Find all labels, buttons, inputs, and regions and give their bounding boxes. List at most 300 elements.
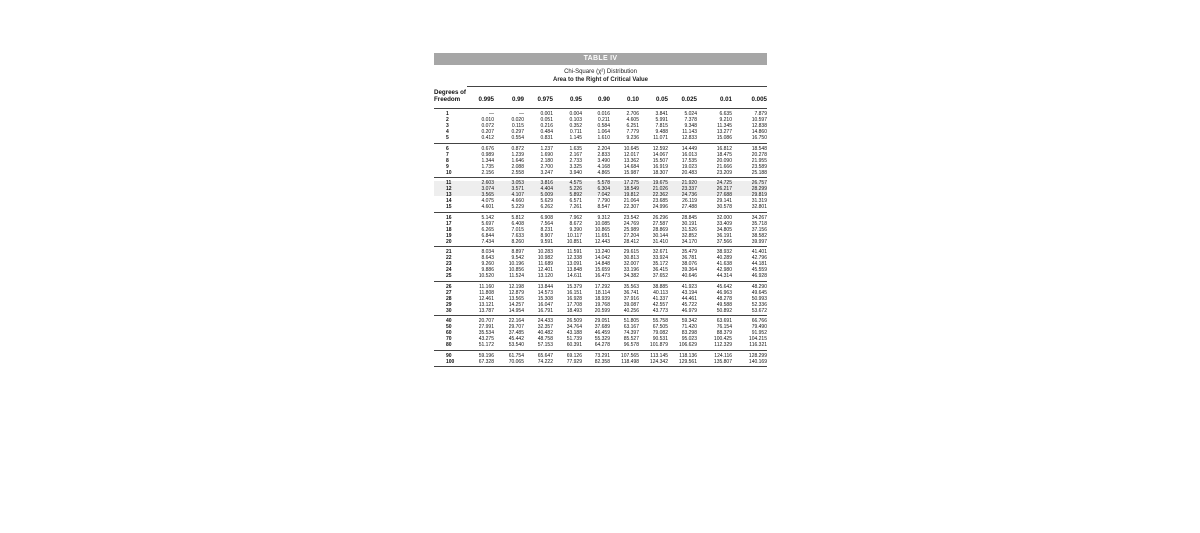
critical-value-cell: 18.939: [594, 295, 610, 302]
critical-value-cell: 24.996: [652, 204, 668, 211]
critical-value-cell: 0.352: [569, 123, 582, 130]
critical-value-cell: 79.082: [652, 330, 668, 337]
critical-value-cell: 44.314: [716, 273, 732, 280]
critical-value-cell: 13.844: [537, 283, 553, 290]
critical-value-cell: 11.689: [538, 261, 553, 268]
degrees-of-freedom-cell: 6: [446, 145, 449, 152]
critical-value-cell: 37.156: [751, 226, 767, 233]
critical-value-cell: 7.015: [511, 226, 524, 233]
column-header: 0.005: [751, 96, 767, 103]
critical-value-cell: 5.009: [540, 192, 553, 199]
critical-value-cell: 31.319: [751, 198, 767, 205]
critical-value-cell: 10.085: [594, 220, 610, 227]
critical-value-cell: 24.433: [537, 318, 553, 324]
table-row: [434, 359, 767, 365]
critical-value-cell: 40.256: [623, 307, 639, 314]
critical-value-cell: 5.629: [540, 198, 553, 205]
critical-value-cell: 6.844: [481, 232, 494, 239]
critical-value-cell: 32.801: [751, 204, 767, 211]
critical-value-cell: 28.845: [681, 214, 697, 221]
critical-value-cell: 15.086: [716, 135, 732, 142]
critical-value-cell: 10.196: [508, 261, 524, 268]
critical-value-cell: 20.483: [681, 169, 697, 176]
critical-value-cell: 0.207: [481, 129, 494, 136]
header-top-rule: [467, 86, 767, 87]
critical-value-cell: 7.815: [655, 123, 668, 130]
critical-value-cell: 4.575: [569, 180, 582, 186]
degrees-of-freedom-cell: 14: [446, 198, 452, 205]
critical-value-cell: 11.143: [682, 129, 697, 136]
critical-value-cell: 37.689: [594, 324, 610, 331]
degrees-of-freedom-cell: 4: [446, 129, 449, 136]
critical-value-cell: 16.919: [652, 163, 668, 170]
critical-value-cell: 59.196: [478, 352, 494, 359]
critical-value-cell: 74.222: [537, 358, 553, 365]
critical-value-cell: 104.215: [748, 336, 767, 343]
critical-value-cell: 50.993: [751, 295, 767, 302]
degrees-of-freedom-cell: 50: [446, 324, 452, 331]
group-rule: [434, 246, 767, 247]
critical-value-cell: 12.198: [508, 283, 524, 290]
critical-value-cell: 3.247: [540, 169, 553, 176]
degrees-of-freedom-header: [434, 89, 468, 103]
table-row: [434, 170, 767, 176]
table-row: [434, 204, 767, 210]
critical-value-cell: 35.479: [681, 249, 697, 255]
critical-value-cell: 8.907: [540, 232, 553, 239]
critical-value-cell: 0.072: [481, 123, 494, 130]
critical-value-cell: 30.813: [623, 255, 639, 262]
critical-value-cell: 15.308: [537, 295, 553, 302]
critical-value-cell: 113.145: [650, 352, 668, 359]
critical-value-cell: 1.646: [511, 157, 524, 164]
degrees-of-freedom-cell: 100: [446, 358, 455, 365]
dof-header-line-1: Degrees of: [434, 89, 466, 96]
critical-value-cell: 21.955: [751, 157, 767, 164]
critical-value-cell: 5.991: [655, 117, 668, 124]
critical-value-cell: 45.442: [508, 336, 524, 343]
degrees-of-freedom-cell: 19: [446, 232, 452, 239]
critical-value-cell: 23.542: [623, 214, 639, 221]
critical-value-cell: 57.153: [537, 342, 553, 349]
critical-value-cell: 21.026: [652, 186, 668, 193]
critical-value-cell: 38.582: [751, 232, 767, 239]
critical-value-cell: 1.064: [597, 129, 610, 136]
critical-value-cell: 35.563: [623, 283, 639, 290]
column-header: 0.10: [626, 96, 639, 103]
critical-value-cell: 0.103: [569, 117, 582, 124]
critical-value-cell: 39.364: [681, 267, 697, 274]
critical-value-cell: 13.848: [566, 267, 582, 274]
critical-value-cell: 34.805: [716, 226, 732, 233]
critical-value-cell: 15.987: [623, 169, 639, 176]
critical-value-cell: 9.260: [481, 261, 494, 268]
critical-value-cell: 36.191: [716, 232, 732, 239]
critical-value-cell: 6.304: [597, 186, 610, 193]
critical-value-cell: 23.685: [652, 198, 668, 205]
critical-value-cell: 0.831: [540, 135, 553, 142]
critical-value-cell: 33.924: [652, 255, 668, 262]
critical-value-cell: 29.707: [508, 324, 524, 331]
critical-value-cell: 63.167: [623, 324, 639, 331]
critical-value-cell: 15.659: [594, 267, 610, 274]
degrees-of-freedom-cell: 3: [446, 123, 449, 130]
critical-value-cell: 1.344: [481, 157, 494, 164]
critical-value-cell: 5.578: [597, 180, 610, 186]
degrees-of-freedom-cell: 23: [446, 261, 452, 268]
critical-value-cell: 38.076: [681, 261, 697, 268]
critical-value-cell: 4.168: [597, 163, 610, 170]
critical-value-cell: 0.115: [511, 123, 524, 130]
critical-value-cell: 51.172: [478, 342, 494, 349]
critical-value-cell: 112.329: [714, 342, 732, 349]
critical-value-cell: 42.980: [716, 267, 732, 274]
critical-value-cell: 0.711: [569, 129, 582, 136]
critical-value-cell: 26.296: [652, 214, 668, 221]
critical-value-cell: 24.769: [623, 220, 639, 227]
degrees-of-freedom-cell: 27: [446, 289, 452, 296]
critical-value-cell: 3.565: [481, 192, 494, 199]
critical-value-cell: 20.707: [478, 318, 494, 324]
critical-value-cell: 2.156: [481, 169, 494, 176]
critical-value-cell: 36.415: [652, 267, 668, 274]
critical-value-cell: 22.164: [508, 318, 524, 324]
critical-value-cell: 11.524: [509, 273, 524, 280]
critical-value-cell: 7.790: [597, 198, 610, 205]
critical-value-cell: 8.897: [511, 249, 524, 255]
critical-value-cell: 39.087: [623, 301, 639, 308]
critical-value-cell: 2.603: [481, 180, 494, 186]
critical-value-cell: 7.879: [754, 111, 767, 117]
degrees-of-freedom-cell: 20: [446, 238, 452, 245]
critical-value-cell: 10.851: [566, 238, 582, 245]
critical-value-cell: 16.791: [537, 307, 553, 314]
critical-value-cell: 14.848: [594, 261, 610, 268]
critical-value-cell: 61.754: [508, 352, 524, 359]
critical-value-cell: 40.289: [716, 255, 732, 262]
critical-value-cell: 4.107: [511, 192, 524, 199]
critical-value-cell: 29.051: [594, 318, 610, 324]
group-rule: [434, 177, 767, 178]
critical-value-cell: —: [519, 111, 524, 117]
critical-value-cell: 27.991: [478, 324, 494, 331]
degrees-of-freedom-cell: 80: [446, 342, 452, 349]
table-subtitle: Chi-Square (χ²) Distribution: [564, 69, 637, 75]
critical-value-cell: 51.739: [566, 336, 582, 343]
critical-value-cell: 67.505: [652, 324, 668, 331]
critical-value-cell: 14.954: [508, 307, 524, 314]
critical-value-cell: 118.136: [679, 352, 697, 359]
critical-value-cell: 10.645: [623, 145, 639, 152]
critical-value-cell: 19.768: [594, 301, 610, 308]
critical-value-cell: 6.262: [540, 204, 553, 211]
critical-value-cell: 8.034: [481, 249, 494, 255]
critical-value-cell: 53.540: [508, 342, 524, 349]
critical-value-cell: 10.597: [751, 117, 767, 124]
critical-value-cell: 49.588: [716, 301, 732, 308]
critical-value-cell: 43.773: [652, 307, 668, 314]
critical-value-cell: 10.982: [537, 255, 553, 262]
critical-value-cell: 16.928: [566, 295, 582, 302]
critical-value-cell: 26.217: [716, 186, 732, 193]
critical-value-cell: 7.378: [684, 117, 697, 124]
degrees-of-freedom-cell: 22: [446, 255, 452, 262]
critical-value-cell: 10.856: [508, 267, 524, 274]
critical-value-cell: 7.261: [569, 204, 582, 211]
critical-value-cell: 107.565: [620, 352, 639, 359]
critical-value-cell: 128.299: [748, 352, 767, 359]
critical-value-cell: 0.004: [569, 111, 582, 117]
group-rule: [434, 212, 767, 213]
table-row: [434, 239, 767, 245]
critical-value-cell: 42.557: [652, 301, 668, 308]
column-header: 0.99: [511, 96, 524, 103]
degrees-of-freedom-cell: 9: [446, 163, 449, 170]
degrees-of-freedom-cell: 90: [446, 352, 452, 359]
critical-value-cell: 13.565: [508, 295, 524, 302]
critical-value-cell: 32.852: [681, 232, 697, 239]
critical-value-cell: 50.892: [716, 307, 732, 314]
critical-value-cell: 32.000: [716, 214, 732, 221]
critical-value-cell: 90.531: [652, 336, 668, 343]
critical-value-cell: 15.507: [652, 157, 668, 164]
degrees-of-freedom-cell: 2: [446, 117, 449, 124]
critical-value-cell: 53.672: [751, 307, 767, 314]
critical-value-cell: 71.420: [681, 324, 697, 331]
critical-value-cell: 18.493: [566, 307, 582, 314]
dof-header-line-2: Freedom: [434, 96, 461, 103]
critical-value-cell: 13.091: [566, 261, 582, 268]
critical-value-cell: 12.833: [681, 135, 697, 142]
critical-value-cell: 0.872: [511, 145, 524, 152]
critical-value-cell: 8.643: [481, 255, 494, 262]
critical-value-cell: 15.379: [566, 283, 582, 290]
table-row: [434, 342, 767, 348]
critical-value-cell: 65.647: [537, 352, 553, 359]
critical-value-cell: 43.275: [478, 336, 494, 343]
critical-value-cell: 0.584: [597, 123, 610, 130]
critical-value-cell: 0.484: [540, 129, 553, 136]
critical-value-cell: 0.010: [481, 117, 494, 124]
critical-value-cell: 29.141: [716, 198, 732, 205]
critical-value-cell: 17.275: [623, 180, 639, 186]
critical-value-cell: 2.706: [626, 111, 639, 117]
critical-value-cell: 0.216: [540, 123, 553, 130]
critical-value-cell: 19.812: [623, 192, 639, 199]
critical-value-cell: 49.645: [751, 289, 767, 296]
critical-value-cell: 20.278: [751, 151, 767, 158]
critical-value-cell: 69.126: [566, 352, 582, 359]
degrees-of-freedom-cell: 11: [446, 180, 452, 186]
group-rule: [434, 143, 767, 144]
critical-value-cell: 23.337: [681, 186, 697, 193]
degrees-of-freedom-cell: 28: [446, 295, 452, 302]
critical-value-cell: 11.160: [479, 283, 494, 290]
critical-value-cell: 44.461: [681, 295, 697, 302]
critical-value-cell: 4.660: [511, 198, 524, 205]
critical-value-cell: 12.838: [751, 123, 767, 130]
critical-value-cell: 51.805: [623, 318, 639, 324]
critical-value-cell: 14.860: [751, 129, 767, 136]
critical-value-cell: 45.722: [681, 301, 697, 308]
critical-value-cell: 16.812: [716, 145, 732, 152]
critical-value-cell: 30.191: [681, 220, 697, 227]
critical-value-cell: 11.651: [595, 232, 610, 239]
critical-value-cell: 12.401: [537, 267, 553, 274]
degrees-of-freedom-cell: 26: [446, 283, 452, 290]
critical-value-cell: 48.278: [716, 295, 732, 302]
critical-value-cell: 28.412: [623, 238, 639, 245]
degrees-of-freedom-cell: 40: [446, 318, 452, 324]
critical-value-cell: 35.172: [652, 261, 668, 268]
critical-value-cell: 8.231: [540, 226, 553, 233]
critical-value-cell: 5.024: [684, 111, 697, 117]
critical-value-cell: 34.764: [566, 324, 582, 331]
critical-value-cell: 0.211: [597, 117, 610, 124]
critical-value-cell: 13.362: [623, 157, 639, 164]
degrees-of-freedom-cell: 60: [446, 330, 452, 337]
critical-value-cell: 20.599: [594, 307, 610, 314]
critical-value-cell: 42.796: [751, 255, 767, 262]
critical-value-cell: 1.145: [569, 135, 582, 142]
critical-value-cell: 0.989: [481, 151, 494, 158]
critical-value-cell: 29.615: [623, 249, 639, 255]
critical-value-cell: 31.410: [652, 238, 668, 245]
critical-value-cell: 14.449: [681, 145, 697, 152]
table-caption: Area to the Right of Critical Value: [552, 77, 648, 83]
critical-value-cell: 9.488: [655, 129, 668, 136]
critical-value-cell: 3.940: [569, 169, 582, 176]
critical-value-cell: 39.997: [751, 238, 767, 245]
critical-value-cell: 3.571: [511, 186, 524, 193]
critical-value-cell: 38.932: [716, 249, 732, 255]
critical-value-cell: 9.886: [481, 267, 494, 274]
critical-value-cell: 1.239: [511, 151, 524, 158]
critical-value-cell: 44.181: [751, 261, 767, 268]
critical-value-cell: 6.251: [626, 123, 639, 130]
degrees-of-freedom-cell: 25: [446, 273, 452, 280]
critical-value-cell: 13.277: [716, 129, 732, 136]
critical-value-cell: 124.116: [714, 352, 732, 359]
critical-value-cell: 13.120: [537, 273, 553, 280]
critical-value-cell: 70.065: [508, 358, 524, 365]
critical-value-cell: 6.908: [540, 214, 553, 221]
critical-value-cell: 35.534: [478, 330, 494, 337]
critical-value-cell: 36.781: [681, 255, 697, 262]
critical-value-cell: 100.425: [713, 336, 732, 343]
critical-value-cell: 38.885: [652, 283, 668, 290]
critical-value-cell: 116.321: [749, 342, 767, 349]
critical-value-cell: 66.766: [751, 318, 767, 324]
critical-value-cell: 6.265: [481, 226, 494, 233]
critical-value-cell: 17.535: [681, 157, 697, 164]
critical-value-cell: 91.952: [751, 330, 767, 337]
critical-value-cell: 10.117: [567, 232, 582, 239]
critical-value-cell: 12.461: [478, 295, 494, 302]
critical-value-cell: 2.180: [540, 157, 553, 164]
critical-value-cell: 14.067: [652, 151, 668, 158]
critical-value-cell: 2.204: [597, 145, 610, 152]
critical-value-cell: 18.549: [623, 186, 639, 193]
critical-value-cell: 28.869: [652, 226, 668, 233]
column-header: 0.90: [597, 96, 610, 103]
critical-value-cell: 12.443: [594, 238, 610, 245]
critical-value-cell: 40.482: [537, 330, 553, 337]
critical-value-cell: 0.412: [481, 135, 494, 142]
critical-value-cell: 3.074: [481, 186, 494, 193]
group-rule: [434, 315, 767, 316]
critical-value-cell: 12.879: [508, 289, 524, 296]
critical-value-cell: 21.064: [623, 198, 639, 205]
critical-value-cell: 55.758: [652, 318, 668, 324]
critical-value-cell: 40.113: [653, 289, 668, 296]
degrees-of-freedom-cell: 70: [446, 336, 452, 343]
critical-value-cell: 135.807: [713, 358, 732, 365]
critical-value-cell: 5.142: [481, 214, 494, 221]
degrees-of-freedom-cell: 12: [446, 186, 452, 193]
critical-value-cell: 8.547: [597, 204, 610, 211]
critical-value-cell: 4.605: [626, 117, 639, 124]
critical-value-cell: 7.779: [626, 129, 639, 136]
header-bottom-rule: [434, 108, 767, 109]
critical-value-cell: 9.390: [569, 226, 582, 233]
critical-value-cell: 27.688: [716, 192, 732, 199]
group-rule: [434, 350, 767, 351]
critical-value-cell: 5.226: [569, 186, 582, 193]
critical-value-cell: 88.379: [716, 330, 732, 337]
critical-value-cell: 11.345: [717, 123, 732, 130]
critical-value-cell: 4.075: [481, 198, 494, 205]
degrees-of-freedom-cell: 1: [446, 111, 449, 117]
critical-value-cell: 0.020: [511, 117, 524, 124]
critical-value-cell: 41.401: [751, 249, 767, 255]
critical-value-cell: 79.490: [751, 324, 767, 331]
critical-value-cell: 140.169: [748, 358, 767, 365]
critical-value-cell: 28.299: [751, 186, 767, 193]
critical-value-cell: 3.325: [569, 163, 582, 170]
critical-value-cell: 37.652: [652, 273, 668, 280]
degrees-of-freedom-cell: 24: [446, 267, 452, 274]
critical-value-cell: 12.017: [623, 151, 639, 158]
critical-value-cell: 18.307: [652, 169, 668, 176]
degrees-of-freedom-cell: 8: [446, 157, 449, 164]
critical-value-cell: 14.573: [537, 289, 553, 296]
critical-value-cell: 32.671: [652, 249, 668, 255]
critical-value-cell: 33.196: [623, 267, 639, 274]
critical-value-cell: 40.646: [681, 273, 697, 280]
critical-value-cell: 14.257: [508, 301, 524, 308]
critical-value-cell: 24.725: [716, 180, 732, 186]
critical-value-cell: 46.979: [681, 307, 697, 314]
group-rule: [434, 366, 767, 367]
critical-value-cell: 19.675: [652, 180, 668, 186]
critical-value-cell: 31.526: [681, 226, 697, 233]
critical-value-cell: 14.611: [567, 273, 582, 280]
critical-value-cell: 73.291: [594, 352, 610, 359]
critical-value-cell: 20.090: [716, 157, 732, 164]
critical-value-cell: 2.700: [540, 163, 553, 170]
critical-value-cell: 6.635: [719, 111, 732, 117]
column-header: 0.01: [719, 96, 732, 103]
critical-value-cell: 7.042: [597, 192, 610, 199]
degrees-of-freedom-cell: 30: [446, 307, 452, 314]
critical-value-cell: 16.013: [681, 151, 697, 158]
critical-value-cell: 27.587: [652, 220, 668, 227]
critical-value-cell: 17.292: [594, 283, 610, 290]
critical-value-cell: 25.188: [751, 169, 767, 176]
degrees-of-freedom-cell: 17: [446, 220, 452, 227]
critical-value-cell: 25.989: [623, 226, 639, 233]
